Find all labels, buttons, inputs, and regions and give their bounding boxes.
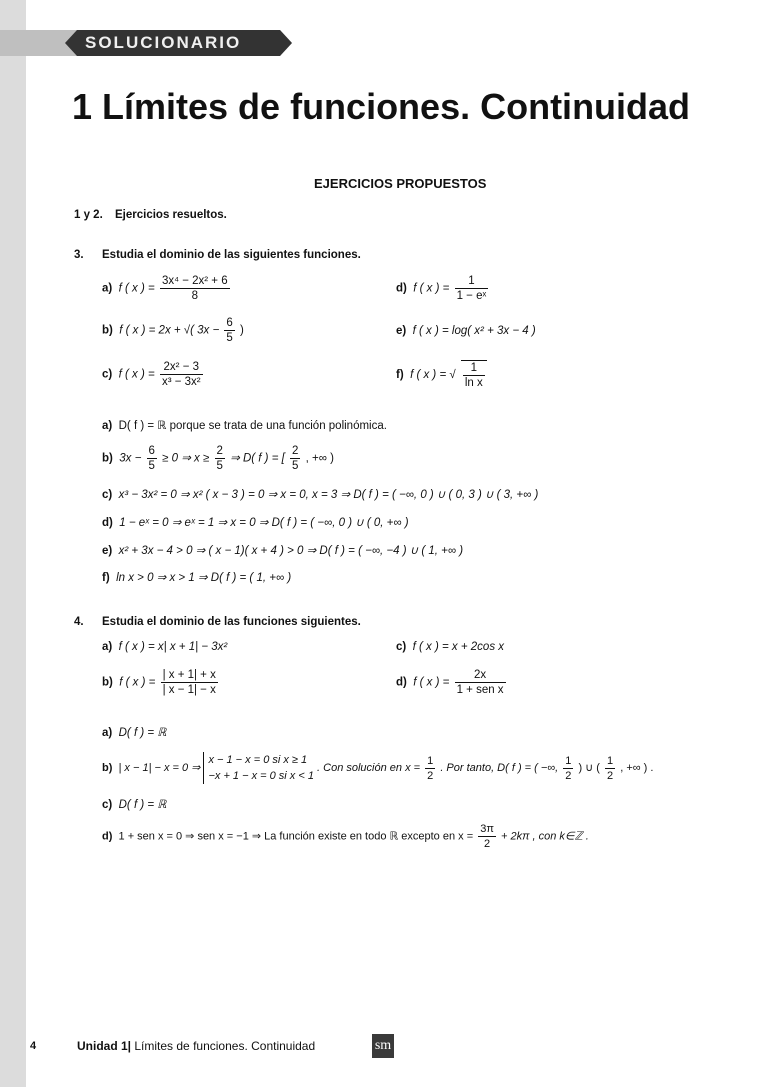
item-label: a) (102, 420, 113, 432)
denominator: 1 + sen x (456, 684, 504, 696)
math-expression: ⇒ D( f ) = [ (230, 452, 285, 465)
item-label: c) (102, 489, 113, 501)
fraction (425, 754, 435, 783)
footer-title: Límites de funciones. Continuidad (134, 1039, 316, 1053)
math-expression: ln x > 0 ⇒ x > 1 ⇒ D( f ) = ( 1, +∞ ) (116, 572, 292, 584)
fraction (224, 316, 234, 345)
fraction (455, 668, 506, 697)
numerator: 1 (607, 754, 614, 767)
fraction (160, 274, 230, 303)
math-expression: f ( x ) = (119, 676, 156, 689)
fraction (160, 360, 203, 389)
exercise-number: 1 y 2. (74, 209, 103, 221)
item-label: b) (102, 324, 113, 337)
item-label: f) (102, 572, 110, 584)
math-expression: ) ∪ ( (578, 761, 600, 774)
math-expression: + 2kπ , con k∈ℤ . (500, 830, 589, 843)
math-expression: f ( x ) = log( x² + 3x − 4 ) (412, 325, 536, 337)
numerator: | x + 1| + x (162, 669, 216, 681)
denominator: ln x (464, 377, 483, 389)
item-3b (102, 316, 244, 345)
numerator: 6 (226, 317, 233, 329)
math-expression: f ( x ) = √ (410, 369, 456, 382)
denominator: 5 (148, 460, 155, 472)
fraction (161, 668, 218, 697)
item-4a (102, 641, 227, 653)
fraction (605, 754, 615, 783)
item-label: a) (102, 641, 113, 653)
answer-4c (102, 797, 166, 811)
math-expression: 1 + sen x = 0 ⇒ sen x = −1 ⇒ La función existe en todo ℝ excepto en x = (118, 830, 474, 843)
numerator: 1 (455, 274, 489, 289)
denominator: 5 (292, 460, 299, 472)
item-4d (396, 668, 508, 697)
numerator: 3π (480, 823, 494, 835)
item-label: e) (396, 325, 407, 337)
math-expression: . Por tanto, D( f ) = ( −∞, (440, 761, 559, 774)
item-label: a) (102, 727, 113, 739)
answer-4b (102, 752, 653, 784)
item-label: d) (102, 830, 113, 843)
case: −x + 1 − x = 0 si x < 1 (208, 770, 314, 782)
math-expression: , +∞ ) (305, 452, 334, 465)
math-expression: f ( x ) = (413, 282, 450, 295)
exercise-number: 3. (74, 249, 84, 261)
fraction (461, 360, 487, 390)
fraction (455, 274, 489, 303)
answer-4a (102, 725, 166, 739)
answer-3e (102, 543, 463, 557)
answer-3d (102, 515, 409, 529)
footer-separator: | (127, 1039, 132, 1053)
denominator: | x − 1| − x (162, 684, 216, 696)
answer-3c (102, 487, 538, 501)
fraction (147, 444, 157, 473)
item-label: b) (102, 676, 113, 689)
denominator: 8 (191, 290, 198, 302)
page-sidebar (0, 0, 26, 1087)
item-label: e) (102, 545, 113, 557)
math-expression: 3x − (119, 452, 142, 465)
fraction (563, 754, 573, 783)
item-3c (102, 360, 205, 389)
fraction (290, 444, 300, 473)
item-label: b) (102, 761, 113, 774)
math-expression: x² + 3x − 4 > 0 ⇒ ( x − 1)( x + 4 ) > 0 ⇒ D( f ) = ( −∞, −4 ) ∪ ( 1, +∞ ) (118, 545, 464, 557)
footer-unit: Unidad 1 (77, 1039, 128, 1053)
numerator: 2 (216, 445, 223, 457)
math-expression: f ( x ) = (118, 282, 155, 295)
item-label: b) (102, 452, 113, 465)
numerator: 2 (292, 445, 299, 457)
item-label: c) (102, 368, 113, 381)
denominator: 5 (216, 460, 223, 472)
answer-3b (102, 444, 334, 473)
item-3a (102, 274, 232, 303)
fraction (215, 444, 225, 473)
math-expression: D( f ) = ℝ (118, 727, 167, 739)
item-label: d) (396, 282, 407, 295)
math-expression: f ( x ) = x| x + 1| − 3x² (118, 641, 228, 653)
denominator: x³ − 3x² (161, 376, 201, 388)
header-banner-text: SOLUCIONARIO (85, 33, 242, 52)
exercise-statement: Estudia el dominio de las funciones siguientes. (102, 616, 361, 628)
denominator: 1 − eˣ (456, 290, 487, 302)
numerator: 1 (427, 754, 434, 767)
item-3f (396, 360, 489, 390)
exercise-statement: Estudia el dominio de las siguientes funciones. (102, 249, 361, 261)
numerator: 2x² − 3 (160, 360, 203, 375)
math-expression: D( f ) = ℝ (118, 799, 167, 811)
math-expression: f ( x ) = (413, 676, 450, 689)
item-label: f) (396, 369, 404, 382)
section-heading: EJERCICIOS PROPUESTOS (314, 176, 487, 191)
item-label: c) (102, 799, 113, 811)
denominator: 5 (226, 332, 233, 344)
publisher-logo: sm (372, 1034, 394, 1058)
numerator: 6 (148, 445, 155, 457)
item-3d (396, 274, 490, 303)
item-label: d) (102, 517, 113, 529)
item-3e (396, 325, 536, 337)
numerator: 2x (455, 668, 506, 683)
answer-3f (102, 570, 291, 584)
case: x − 1 − x = 0 si x ≥ 1 (208, 754, 308, 766)
item-4b (102, 668, 220, 697)
math-expression: x³ − 3x² = 0 ⇒ x² ( x − 3 ) = 0 ⇒ x = 0, x = 3 ⇒ D( f ) = ( −∞, 0 ) ∪ ( 0, 3 ) ∪ ( 3, +∞ ) (118, 489, 539, 501)
numerator: 3x⁴ − 2x² + 6 (161, 275, 228, 287)
math-expression: 1 − eˣ = 0 ⇒ eˣ = 1 ⇒ x = 0 ⇒ D( f ) = ( −∞, 0 ) ∪ ( 0, +∞ ) (119, 517, 409, 529)
exercise-text: Ejercicios resueltos. (115, 209, 227, 221)
piecewise-cases (203, 752, 313, 784)
fraction (478, 822, 496, 851)
item-label: a) (102, 282, 113, 295)
page-number: 4 (30, 1040, 37, 1052)
exercise-number: 4. (74, 616, 84, 628)
page-title: 1 Límites de funciones. Continuidad (72, 86, 691, 127)
denominator: 2 (607, 769, 614, 782)
denominator: 2 (427, 769, 434, 782)
numerator: 1 (463, 361, 485, 376)
math-expression: f ( x ) = (118, 368, 155, 381)
math-expression: ≥ 0 ⇒ x ≥ (162, 452, 210, 465)
answer-3a (102, 418, 387, 432)
answer-4d (102, 822, 589, 851)
math-expression: . Con solución en x = (317, 761, 421, 774)
math-expression: f ( x ) = x + 2cos x (412, 641, 505, 653)
item-label: c) (396, 641, 407, 653)
item-4c (396, 641, 504, 653)
math-expression: ) (240, 324, 244, 337)
math-expression: f ( x ) = 2x + √( 3x − (119, 324, 220, 337)
footer-running-title (77, 1039, 315, 1053)
math-expression: D( f ) = ℝ porque se trata de una función polinómica. (118, 420, 387, 432)
denominator: 2 (565, 769, 572, 782)
item-label: d) (396, 676, 407, 689)
denominator: 2 (484, 838, 491, 850)
numerator: 1 (565, 754, 572, 767)
math-expression: , +∞ ) . (620, 761, 654, 774)
math-expression: | x − 1| − x = 0 ⇒ (118, 761, 201, 774)
